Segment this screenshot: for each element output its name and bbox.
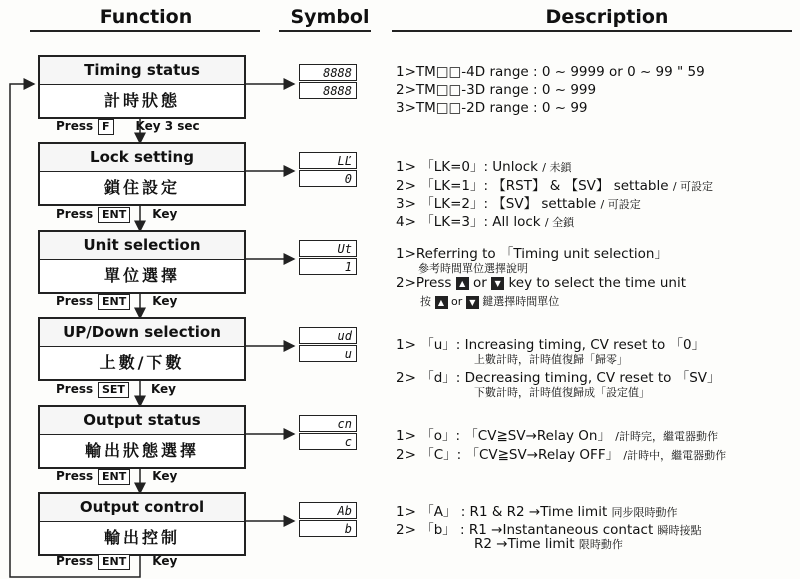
header-function: Function xyxy=(99,6,193,28)
function-cn: 輸出控制 xyxy=(103,528,180,547)
header-symbol: Symbol xyxy=(290,6,370,28)
function-box-output-status xyxy=(38,405,246,469)
press-label: Press xyxy=(56,382,94,396)
up-arrow-icon: ▲ xyxy=(456,277,469,290)
up-arrow-icon: ▲ xyxy=(435,296,448,309)
desc-unit-1-cn: 參考時間單位選擇說明 xyxy=(418,262,528,275)
press-caption-4 xyxy=(56,382,176,398)
press-caption-2 xyxy=(56,207,177,223)
desc-cn: / 可設定 xyxy=(600,198,641,211)
desc-en: 1> 「o」: 「CV≧SV→Relay On」 xyxy=(396,428,611,444)
down-arrow-icon: ▼ xyxy=(491,277,504,290)
symbol-display-top: Ab xyxy=(299,502,357,519)
desc-control-1 xyxy=(396,500,678,520)
function-box-lock-setting xyxy=(38,142,246,206)
desc-unit-cn-a: 按 xyxy=(420,295,431,308)
function-title: Unit selection xyxy=(40,232,244,260)
function-cn: 輸出狀態選擇 xyxy=(84,441,199,460)
down-arrow-icon: ▼ xyxy=(466,296,479,309)
desc-unit-2-cn xyxy=(420,293,559,309)
desc-unit-cn-or: or xyxy=(451,295,463,308)
desc-unit-or: or xyxy=(473,275,487,291)
desc-cn: / 可設定 xyxy=(672,180,714,193)
press-after: Key xyxy=(152,554,178,568)
symbol-display-bottom: b xyxy=(299,520,357,537)
press-label: Press xyxy=(56,207,94,221)
desc-output-1 xyxy=(396,424,718,444)
symbol-display-top: ud xyxy=(299,327,357,344)
key-ent-icon: ENT xyxy=(98,469,130,485)
desc-timing-1: 1>TM□□-4D range : 0 ~ 9999 or 0 ~ 99 " 59 xyxy=(396,64,705,80)
symbol-display-bottom: 8888 xyxy=(299,82,357,99)
symbol-display-bottom: u xyxy=(299,345,357,362)
desc-control-2 xyxy=(396,518,702,538)
symbol-display-bottom: 0 xyxy=(299,170,357,187)
desc-lock-2 xyxy=(396,174,713,194)
desc-cn: 同步限時動作 xyxy=(611,506,678,519)
desc-cn: /計時中，繼電器動作 xyxy=(623,449,727,462)
desc-unit-2 xyxy=(396,275,686,291)
function-box-unit-selection xyxy=(38,230,246,294)
symbol-display-top: LĽ xyxy=(299,152,357,169)
desc-unit-press: 2>Press xyxy=(396,275,452,291)
desc-output-2 xyxy=(396,443,726,463)
header-description: Description xyxy=(545,6,669,28)
press-after: Key xyxy=(152,294,178,308)
function-box-updown-selection xyxy=(38,317,246,381)
symbol-display-top: 8888 xyxy=(299,64,357,81)
desc-timing-3: 3>TM□□-2D range : 0 ~ 99 xyxy=(396,100,588,116)
key-set-icon: SET xyxy=(98,382,129,398)
desc-updown-2-cn: 下數計時，計時值復歸成「設定值」 xyxy=(474,386,650,399)
desc-en: 1> 「LK=0」: Unlock xyxy=(396,159,538,175)
desc-unit-rest: key to select the time unit xyxy=(508,275,687,291)
press-label: Press xyxy=(56,469,94,483)
function-box-timing-status xyxy=(38,55,246,119)
function-cn: 單位選擇 xyxy=(103,266,180,285)
function-title: Lock setting xyxy=(40,144,244,172)
desc-en: R2 →Time limit xyxy=(474,536,575,552)
key-ent-icon: ENT xyxy=(98,294,130,310)
press-after: Key xyxy=(152,207,178,221)
desc-en: 2> 「b」 : R1 →Instantaneous contact xyxy=(396,522,654,538)
function-box-output-control xyxy=(38,492,246,556)
press-label: Press xyxy=(56,119,94,133)
desc-lock-1 xyxy=(396,155,572,175)
desc-en: 1> 「A」 : R1 & R2 →Time limit xyxy=(396,504,608,520)
desc-updown-1: 1> 「u」: Increasing timing, CV reset to 「0」 xyxy=(396,337,706,353)
symbol-display-top: Ut xyxy=(299,240,357,257)
press-after: Key 3 sec xyxy=(135,119,200,133)
press-after: Key xyxy=(152,469,178,483)
desc-lock-3 xyxy=(396,192,641,212)
desc-control-3 xyxy=(474,536,623,552)
function-title: Output status xyxy=(40,407,244,435)
function-cn: 鎖住設定 xyxy=(103,178,180,197)
symbol-display-top: cn xyxy=(299,415,357,432)
function-cn: 上數/下數 xyxy=(99,353,185,372)
key-ent-icon: ENT xyxy=(98,207,130,223)
press-caption-3 xyxy=(56,294,177,310)
function-title: UP/Down selection xyxy=(40,319,244,347)
function-cn: 計時狀態 xyxy=(103,91,180,110)
press-caption-6 xyxy=(56,554,177,570)
press-caption-5 xyxy=(56,469,177,485)
desc-updown-2: 2> 「d」: Decreasing timing, CV reset to 「SV」 xyxy=(396,370,721,386)
desc-lock-4 xyxy=(396,210,574,230)
function-title: Timing status xyxy=(40,57,244,85)
symbol-display-bottom: c xyxy=(299,433,357,450)
desc-en: 3> 「LK=2」: 【SV】 settable xyxy=(396,196,597,212)
desc-en: 2> 「LK=1」: 【RST】 & 【SV】 settable xyxy=(396,178,669,194)
desc-unit-1: 1>Referring to 「Timing unit selection」 xyxy=(396,246,668,262)
symbol-display-bottom: 1 xyxy=(299,258,357,275)
key-f-icon: F xyxy=(98,119,114,135)
desc-unit-cn-b: 鍵選擇時間單位 xyxy=(482,295,560,308)
press-after: Key xyxy=(150,382,177,396)
key-ent-icon: ENT xyxy=(98,554,130,570)
press-label: Press xyxy=(56,294,94,308)
desc-en: 4> 「LK=3」: All lock xyxy=(396,214,541,230)
desc-cn: 限時動作 xyxy=(578,538,623,551)
desc-timing-2: 2>TM□□-3D range : 0 ~ 999 xyxy=(396,82,597,98)
desc-cn: /計時完，繼電器動作 xyxy=(615,430,718,443)
desc-en: 2> 「C」: 「CV≧SV→Relay OFF」 xyxy=(396,447,620,463)
desc-cn: / 未鎖 xyxy=(542,161,572,174)
press-label: Press xyxy=(56,554,94,568)
desc-updown-1-cn: 上數計時，計時值復歸「歸零」 xyxy=(474,353,628,366)
desc-cn: 瞬時接點 xyxy=(657,524,702,537)
function-title: Output control xyxy=(40,494,244,522)
desc-cn: / 全鎖 xyxy=(544,216,575,229)
press-caption-1 xyxy=(56,119,200,135)
